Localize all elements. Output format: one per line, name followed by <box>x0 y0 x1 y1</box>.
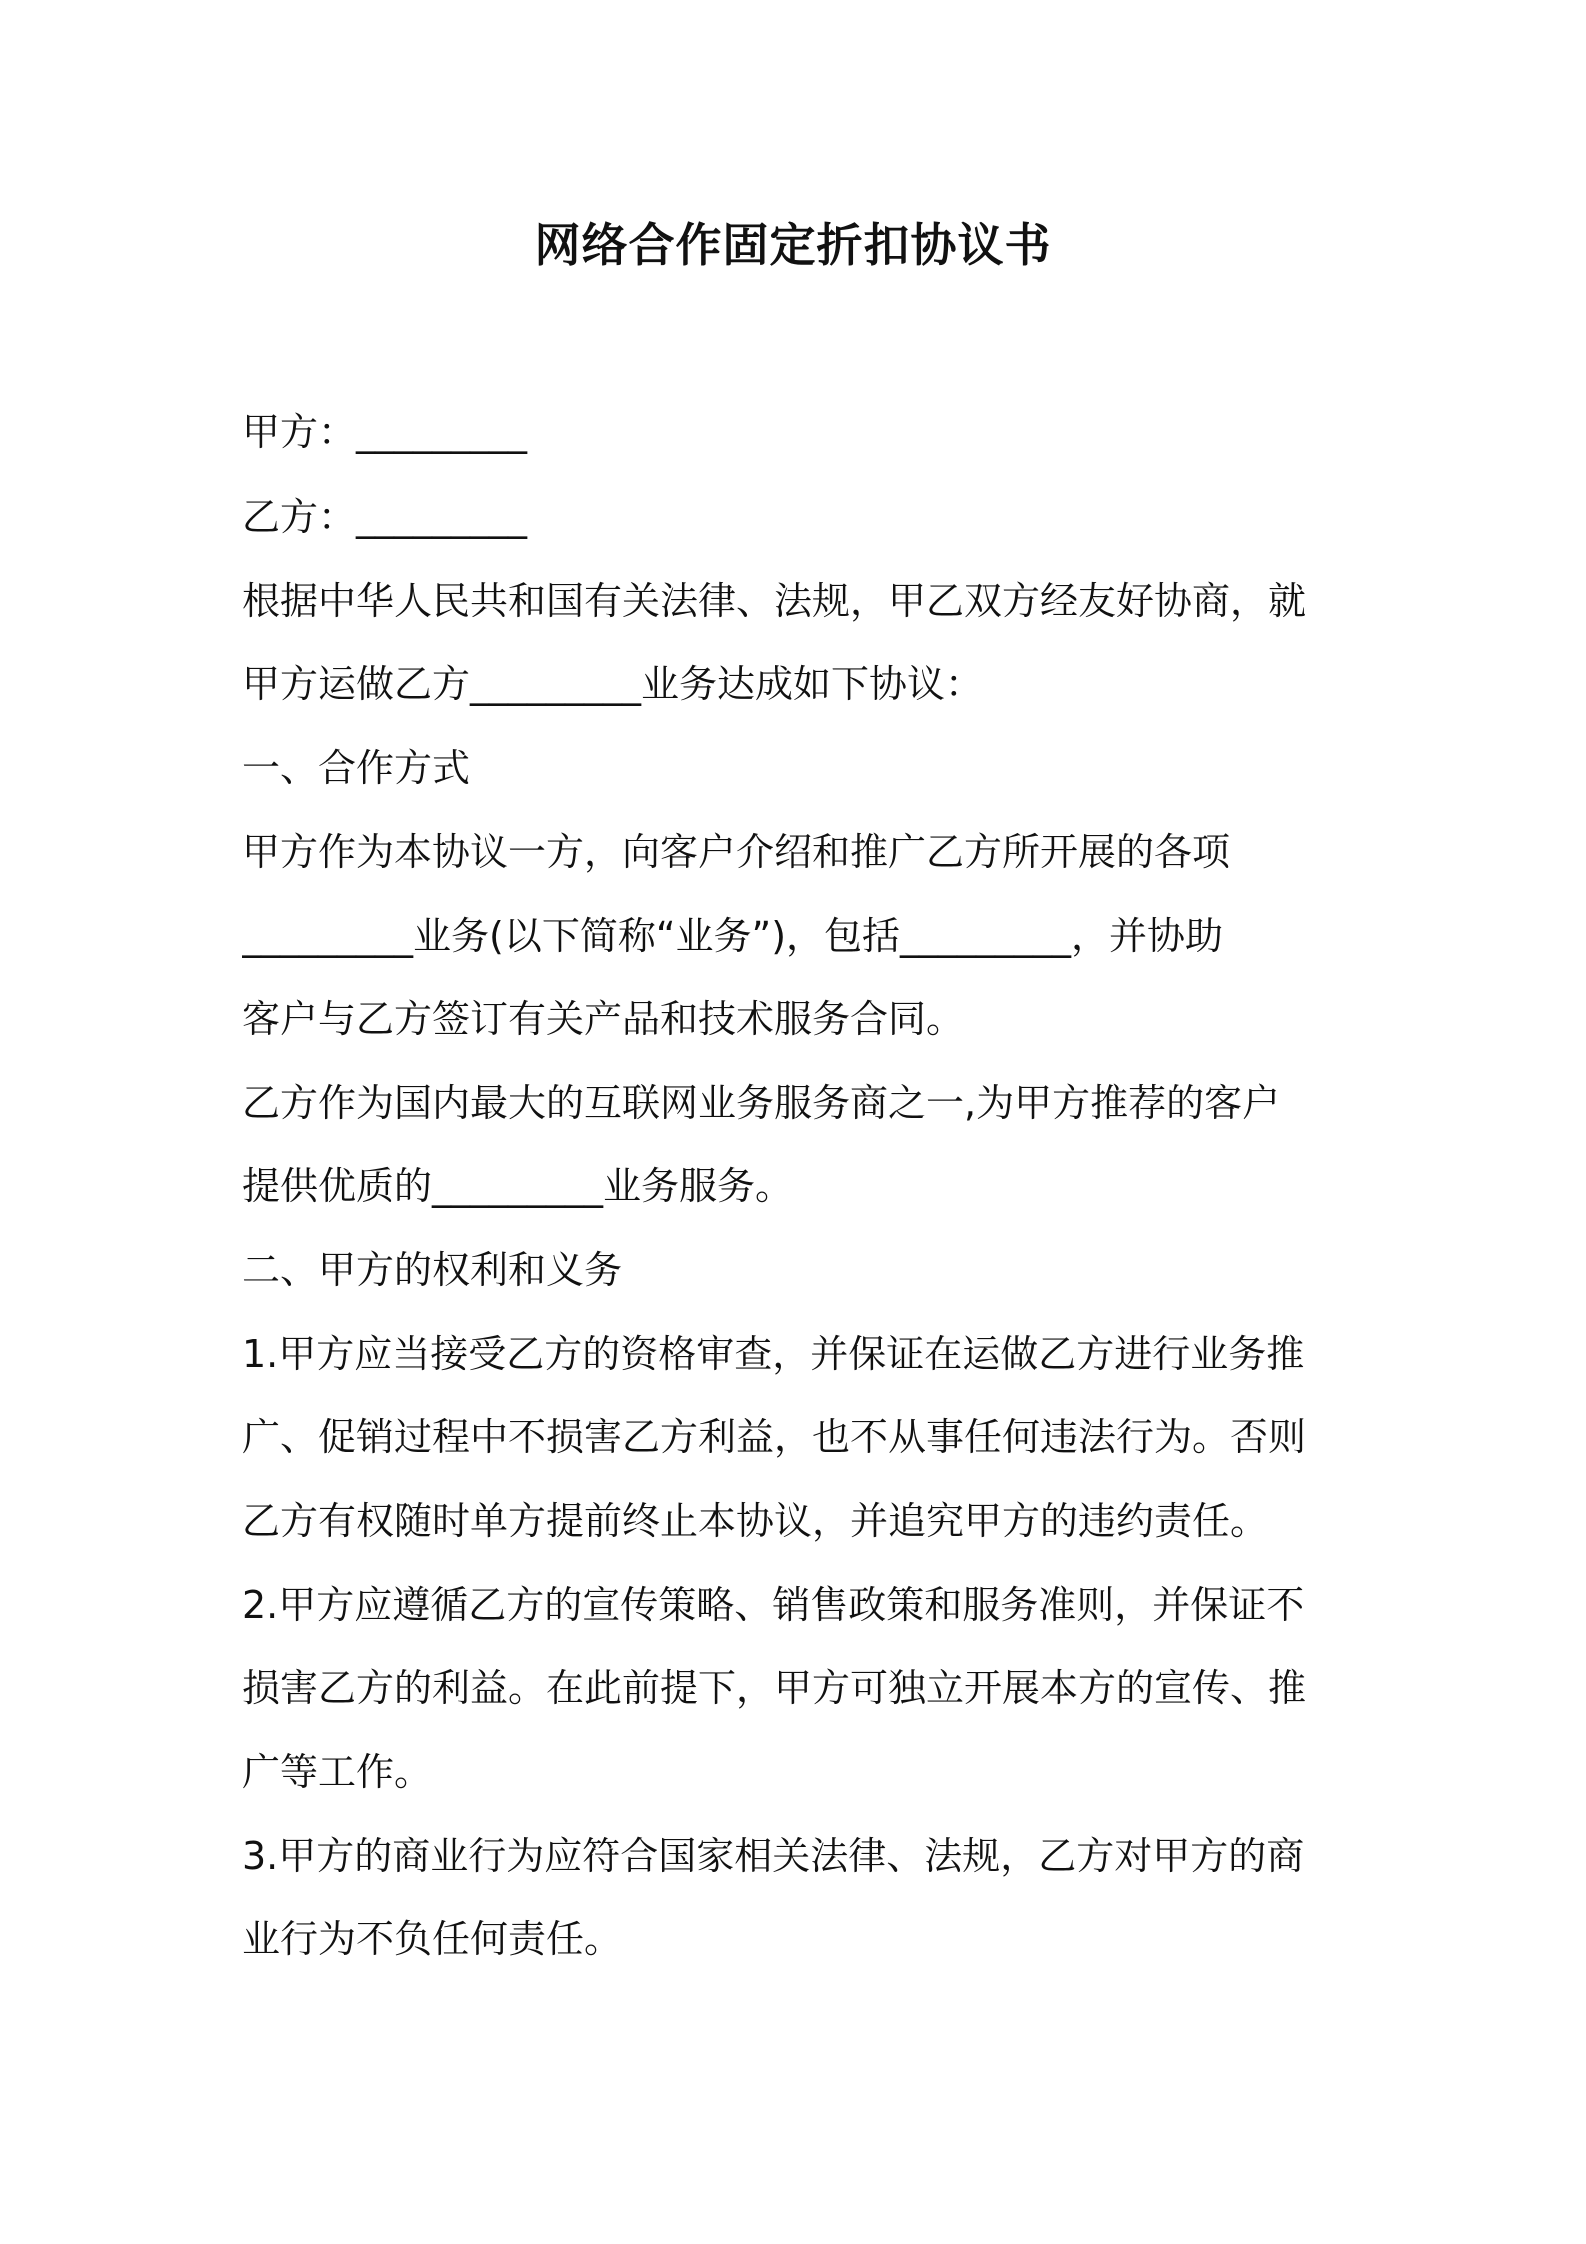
party-a-line: 甲方：_________ <box>242 410 528 454</box>
clause-3-line-2: 业行为不负任何责任。 <box>242 1917 623 1961</box>
section-2-heading: 二、甲方的权利和义务 <box>242 1248 623 1292</box>
clause-2-line-2: 损害乙方的利益。在此前提下，甲方可独立开展本方的宣传、推 <box>242 1666 1307 1710</box>
intro-line-1: 根据中华人民共和国有关法律、法规，甲乙双方经友好协商，就 <box>242 579 1307 623</box>
clause-1-line-3: 乙方有权随时单方提前终止本协议，并追究甲方的违约责任。 <box>242 1499 1269 1543</box>
clause-1-line-1: 1.甲方应当接受乙方的资格审查，并保证在运做乙方进行业务推 <box>242 1332 1305 1376</box>
section-1-para-2-line-2: 提供优质的_________业务服务。 <box>242 1164 794 1208</box>
section-1-para-1-line-3: 客户与乙方签订有关产品和技术服务合同。 <box>242 997 965 1041</box>
section-1-para-1-line-2: _________业务(以下简称“业务”)，包括_________，并协助 <box>242 914 1224 958</box>
clause-2-line-1: 2.甲方应遵循乙方的宣传策略、销售政策和服务准则，并保证不 <box>242 1583 1305 1627</box>
clause-2-line-3: 广等工作。 <box>242 1750 433 1794</box>
party-b-line: 乙方：_________ <box>242 495 528 539</box>
document-title: 网络合作固定折扣协议书 <box>534 218 1052 272</box>
clause-3-line-1: 3.甲方的商业行为应符合国家相关法律、法规，乙方对甲方的商 <box>242 1834 1305 1878</box>
section-1-para-2-line-1: 乙方作为国内最大的互联网业务服务商之一,为甲方推荐的客户 <box>242 1081 1281 1125</box>
clause-1-line-2: 广、促销过程中不损害乙方利益，也不从事任何违法行为。否则 <box>242 1415 1307 1459</box>
section-1-para-1-line-1: 甲方作为本协议一方，向客户介绍和推广乙方所开展的各项 <box>242 830 1231 874</box>
section-1-heading: 一、合作方式 <box>242 746 471 790</box>
intro-line-2: 甲方运做乙方_________业务达成如下协议： <box>242 662 984 706</box>
